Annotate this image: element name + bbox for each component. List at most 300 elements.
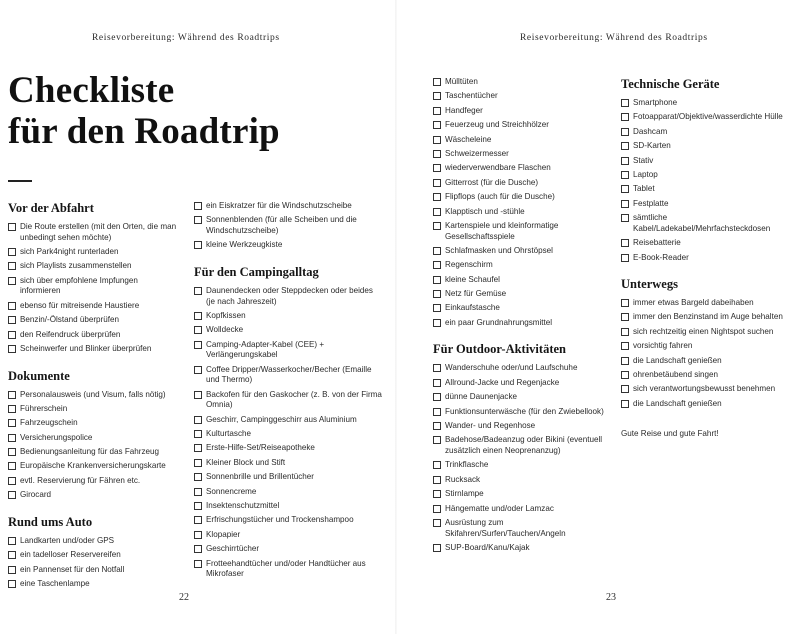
checklist-item bbox=[621, 327, 787, 338]
checklist-item bbox=[194, 340, 384, 361]
checkbox-icon bbox=[433, 461, 441, 469]
section-heading: Technische Geräte bbox=[621, 77, 720, 91]
checklist-item bbox=[433, 303, 613, 314]
checklist-item-text: Trinkflasche bbox=[445, 460, 489, 470]
checklist-item bbox=[8, 330, 180, 341]
checklist-item bbox=[433, 246, 613, 257]
checklist-item-text: Versicherungspolice bbox=[20, 432, 93, 442]
checklist bbox=[194, 286, 384, 580]
checkbox-icon bbox=[621, 400, 629, 408]
checkbox-icon bbox=[433, 164, 441, 172]
checklist-item-text: Backofen für den Gaskocher (z. B. von der Firma Omnia) bbox=[206, 389, 382, 410]
checkbox-icon bbox=[621, 171, 629, 179]
checkbox-icon bbox=[433, 519, 441, 527]
checklist-section-rund-ums-auto bbox=[8, 515, 180, 590]
checklist-item-text: Wander- und Regenhose bbox=[445, 421, 536, 430]
checklist-item bbox=[621, 298, 787, 309]
checklist-item-text: Geschirr, Campinggeschirr aus Aluminium bbox=[206, 414, 357, 424]
checklist-item bbox=[194, 487, 384, 498]
checklist-item bbox=[433, 543, 613, 554]
checklist-item bbox=[8, 550, 180, 561]
checkbox-icon bbox=[621, 200, 629, 208]
checklist-item-text: Insektenschutzmittel bbox=[206, 501, 280, 511]
checklist-item-text: ebenso für mitreisende Haustiere bbox=[20, 300, 140, 310]
checklist-item bbox=[194, 429, 384, 440]
checklist-item-text: Landkarten und/oder GPS bbox=[20, 535, 115, 545]
checklist-item-text: Klapptisch und -stühle bbox=[445, 206, 525, 216]
checkbox-icon bbox=[194, 216, 202, 224]
checklist-item-text: ein Pannenset für den Notfall bbox=[20, 564, 125, 574]
checklist-item-text: sämtliche Kabel/Ladekabel/Mehrfachsteckdosen bbox=[633, 213, 771, 233]
checklist-item-text: Geschirrtücher bbox=[206, 544, 260, 554]
checkbox-icon bbox=[8, 580, 16, 588]
checklist-item bbox=[194, 559, 384, 580]
checklist-item bbox=[621, 170, 787, 181]
title-rule bbox=[8, 180, 32, 182]
checklist-item bbox=[433, 221, 613, 242]
checklist-item bbox=[621, 370, 787, 381]
checkbox-icon bbox=[433, 476, 441, 484]
checklist-item-text: Dashcam bbox=[633, 126, 668, 136]
checklist-section-fuer-outdoor-aktivitaeten bbox=[433, 342, 613, 553]
checklist-item bbox=[8, 447, 180, 458]
checkbox-icon bbox=[621, 99, 629, 107]
checklist-item-text: sich über empfohlene Impfungen informieren bbox=[20, 275, 138, 296]
checkbox-icon bbox=[194, 444, 202, 452]
running-header-right: Reisevorbereitung: Während des Roadtrips bbox=[520, 33, 708, 43]
checklist-item bbox=[621, 156, 787, 167]
checkbox-icon bbox=[194, 473, 202, 481]
checklist-item bbox=[621, 384, 787, 395]
checklist-item-text: die Landschaft genießen bbox=[633, 398, 722, 408]
checklist bbox=[8, 390, 180, 501]
section-heading: Rund ums Auto bbox=[8, 514, 93, 529]
checkbox-icon bbox=[433, 107, 441, 115]
checkbox-icon bbox=[8, 448, 16, 456]
checklist-item-text: sich rechtzeitig einen Nightspot suchen bbox=[633, 326, 774, 336]
checklist-item-text: Stativ bbox=[633, 155, 654, 165]
page-number-right: 23 bbox=[606, 592, 616, 603]
checklist bbox=[433, 363, 613, 553]
checklist-section-continued bbox=[194, 201, 384, 251]
title-line-2: für den Roadtrip bbox=[8, 111, 280, 152]
checklist-item bbox=[621, 238, 787, 249]
checklist-item bbox=[194, 390, 384, 411]
checkbox-icon bbox=[194, 430, 202, 438]
checkbox-icon bbox=[433, 222, 441, 230]
checklist bbox=[621, 298, 787, 409]
checklist-item-text: Smartphone bbox=[633, 98, 678, 107]
checklist-item bbox=[194, 515, 384, 526]
checklist-section-fuer-den-campingalltag bbox=[194, 265, 384, 580]
checkbox-icon bbox=[194, 416, 202, 424]
section-heading: Vor der Abfahrt bbox=[8, 201, 94, 215]
checkbox-icon bbox=[433, 179, 441, 187]
checklist bbox=[8, 536, 180, 590]
checkbox-icon bbox=[621, 113, 629, 121]
checkbox-icon bbox=[621, 371, 629, 379]
right-column-2 bbox=[621, 77, 787, 438]
checklist-item bbox=[433, 489, 613, 500]
checkbox-icon bbox=[8, 302, 16, 310]
checkbox-icon bbox=[8, 331, 16, 339]
checklist-item bbox=[8, 490, 180, 501]
checkbox-icon bbox=[433, 304, 441, 312]
checklist-item-text: sich Playlists zusammenstellen bbox=[20, 261, 132, 271]
checkbox-icon bbox=[433, 92, 441, 100]
checklist-item-text: Wolldecke bbox=[206, 325, 244, 335]
checklist-item bbox=[621, 98, 787, 109]
checklist-item-text: Regenschirm bbox=[445, 260, 493, 270]
checkbox-icon bbox=[621, 157, 629, 165]
checklist-item-text: Girocard bbox=[20, 490, 52, 500]
right-column-1 bbox=[433, 77, 613, 568]
right-page bbox=[397, 0, 793, 634]
checklist-item-text: die Landschaft genießen bbox=[633, 355, 722, 365]
title-line-1: Checkliste bbox=[8, 70, 175, 111]
checkbox-icon bbox=[621, 214, 629, 222]
checklist-item-text: Festplatte bbox=[633, 198, 669, 208]
checklist-item-text: Fotoapparat/Objektive/wasserdichte Hülle bbox=[633, 112, 783, 122]
checkbox-icon bbox=[194, 459, 202, 467]
checklist-item bbox=[194, 530, 384, 541]
checkbox-icon bbox=[194, 312, 202, 320]
checklist-item-text: sich Park4night runterladen bbox=[20, 246, 119, 256]
checklist-item bbox=[194, 325, 384, 336]
checklist-item-text: Camping-Adapter-Kabel (CEE) + Verlängerungskabel bbox=[206, 339, 325, 360]
checkbox-icon bbox=[194, 488, 202, 496]
checklist-item bbox=[433, 149, 613, 160]
checklist-section-technische-geraete bbox=[621, 77, 787, 263]
checklist-item bbox=[433, 504, 613, 515]
checklist-item-text: Laptop bbox=[633, 169, 658, 179]
checklist-item bbox=[433, 163, 613, 174]
checkbox-icon bbox=[8, 491, 16, 499]
checkbox-icon bbox=[433, 261, 441, 269]
checkbox-icon bbox=[621, 185, 629, 193]
checklist-item-text: Die Route erstellen (mit den Orten, die man unbedingt sehen möchte) bbox=[20, 222, 177, 242]
checklist-section-unterwegs bbox=[621, 277, 787, 409]
checklist-item-text: Handfeger bbox=[445, 105, 483, 115]
checklist-item bbox=[621, 199, 787, 210]
checkbox-icon bbox=[8, 262, 16, 270]
checkbox-icon bbox=[433, 544, 441, 552]
checklist-item bbox=[8, 344, 180, 355]
checklist-item-text: Kleiner Block und Stift bbox=[206, 457, 286, 467]
checklist-item-text: Netz für Gemüse bbox=[445, 289, 507, 299]
checkbox-icon bbox=[621, 357, 629, 365]
checklist-item-text: SD-Karten bbox=[633, 141, 671, 151]
checkbox-icon bbox=[433, 393, 441, 401]
checklist-item-text: Mülltüten bbox=[445, 77, 478, 86]
checklist-item-text: sich verantwortungsbewusst benehmen bbox=[633, 384, 776, 394]
checkbox-icon bbox=[433, 193, 441, 201]
checkbox-icon bbox=[8, 277, 16, 285]
checklist-item-text: Hängematte und/oder Lamzac bbox=[445, 503, 554, 513]
checklist-item-text: E-Book-Reader bbox=[633, 252, 689, 262]
checkbox-icon bbox=[621, 342, 629, 350]
checklist-item-text: Benzin/-Ölstand überprüfen bbox=[20, 315, 119, 325]
checklist bbox=[8, 222, 180, 355]
checklist-item-text: Schlafmasken und Ohrstöpsel bbox=[445, 245, 553, 255]
checklist-item bbox=[8, 261, 180, 272]
checkbox-icon bbox=[621, 239, 629, 247]
checklist-item-text: ein tadelloser Reservereifen bbox=[20, 550, 121, 560]
checklist-item bbox=[194, 311, 384, 322]
checklist-item bbox=[621, 184, 787, 195]
checklist-item bbox=[621, 356, 787, 367]
checklist-item bbox=[621, 399, 787, 410]
checklist-item bbox=[8, 222, 180, 243]
checkbox-icon bbox=[621, 313, 629, 321]
checkbox-icon bbox=[433, 422, 441, 430]
checkbox-icon bbox=[8, 391, 16, 399]
checklist-item bbox=[433, 363, 613, 374]
checklist-item-text: ohrenbetäubend singen bbox=[633, 370, 719, 380]
checklist-section-vor-der-abfahrt bbox=[8, 201, 180, 355]
checklist-item-text: Scheinwerfer und Blinker überprüfen bbox=[20, 343, 152, 353]
checklist-item-text: Personalausweis (und Visum, falls nötig) bbox=[20, 389, 166, 399]
checkbox-icon bbox=[8, 477, 16, 485]
left-column-2 bbox=[194, 201, 384, 594]
checklist-item bbox=[433, 435, 613, 456]
checkbox-icon bbox=[194, 326, 202, 334]
checkbox-icon bbox=[8, 551, 16, 559]
checkbox-icon bbox=[194, 341, 202, 349]
page-number-left: 22 bbox=[179, 592, 189, 603]
checkbox-icon bbox=[8, 316, 16, 324]
checkbox-icon bbox=[194, 516, 202, 524]
checklist-item-text: Allround-Jacke und Regenjacke bbox=[445, 377, 560, 387]
checklist-item-text: Flipflops (auch für die Dusche) bbox=[445, 192, 555, 202]
checklist-item bbox=[433, 475, 613, 486]
checkbox-icon bbox=[433, 208, 441, 216]
checklist-item bbox=[433, 318, 613, 329]
checklist-item bbox=[8, 579, 180, 590]
checklist-item bbox=[621, 141, 787, 152]
checklist-item-text: ein paar Grundnahrungsmittel bbox=[445, 317, 553, 327]
checklist-item bbox=[8, 461, 180, 472]
checklist-item bbox=[8, 315, 180, 326]
checklist-item bbox=[194, 501, 384, 512]
checklist-item-text: wiederverwendbare Flaschen bbox=[445, 163, 551, 173]
checklist-item-text: Schweizermesser bbox=[445, 148, 509, 158]
checklist-item-text: Wäscheleine bbox=[445, 134, 492, 144]
checkbox-icon bbox=[8, 434, 16, 442]
checklist-item bbox=[194, 443, 384, 454]
checklist-item bbox=[194, 544, 384, 555]
checklist-item bbox=[621, 213, 787, 234]
checklist-item bbox=[8, 390, 180, 401]
checkbox-icon bbox=[8, 223, 16, 231]
checklist-item-text: Sonnenblenden (für alle Scheiben und die Windschutzscheibe) bbox=[206, 215, 357, 235]
checklist-item-text: Sonnencreme bbox=[206, 486, 257, 496]
checkbox-icon bbox=[194, 531, 202, 539]
checklist-item-text: vorsichtig fahren bbox=[633, 341, 693, 351]
checklist bbox=[621, 98, 787, 263]
checklist-item-text: Europäische Krankenversicherungskarte bbox=[20, 461, 166, 471]
checklist-item-text: Einkaufstasche bbox=[445, 303, 500, 313]
checklist-item bbox=[433, 135, 613, 146]
checklist-item-text: Reisebatterie bbox=[633, 238, 681, 248]
checklist-item bbox=[433, 77, 613, 88]
checklist-item bbox=[8, 565, 180, 576]
checklist-item bbox=[433, 106, 613, 117]
checkbox-icon bbox=[433, 121, 441, 129]
checklist-item bbox=[433, 192, 613, 203]
checklist-item bbox=[433, 260, 613, 271]
checkbox-icon bbox=[433, 247, 441, 255]
checklist-item-text: Stirnlampe bbox=[445, 489, 484, 499]
checklist-item bbox=[194, 415, 384, 426]
checkbox-icon bbox=[433, 379, 441, 387]
checkbox-icon bbox=[433, 490, 441, 498]
checkbox-icon bbox=[433, 505, 441, 513]
checklist-item-text: immer etwas Bargeld dabeihaben bbox=[633, 298, 754, 308]
checklist-item bbox=[8, 404, 180, 415]
checklist-item bbox=[433, 392, 613, 403]
checklist-item bbox=[194, 365, 384, 386]
running-header-left: Reisevorbereitung: Während des Roadtrips bbox=[92, 33, 280, 43]
checklist-item bbox=[194, 286, 384, 307]
checklist-item-text: eine Taschenlampe bbox=[20, 579, 90, 589]
checklist-item-text: Badehose/Badeanzug oder Bikini (eventuell zusätzlich einen Neoprenanzug) bbox=[445, 435, 603, 455]
checklist bbox=[433, 77, 613, 328]
checklist-item-text: den Reifendruck überprüfen bbox=[20, 329, 121, 339]
checkbox-icon bbox=[433, 290, 441, 298]
checkbox-icon bbox=[433, 276, 441, 284]
checkbox-icon bbox=[433, 136, 441, 144]
checkbox-icon bbox=[433, 319, 441, 327]
checklist-item bbox=[621, 112, 787, 123]
checklist-item bbox=[433, 460, 613, 471]
checkbox-icon bbox=[194, 241, 202, 249]
checklist-item-text: kleine Werkzeugkiste bbox=[206, 240, 283, 250]
checklist-item bbox=[621, 253, 787, 264]
left-column-1 bbox=[8, 201, 180, 604]
checklist-item-text: Klopapier bbox=[206, 529, 241, 539]
checklist-item-text: Führerschein bbox=[20, 403, 68, 413]
checkbox-icon bbox=[621, 254, 629, 262]
checklist-section-dokumente bbox=[8, 369, 180, 501]
checklist-item-text: Kopfkissen bbox=[206, 310, 246, 320]
checklist-item bbox=[433, 178, 613, 189]
checkbox-icon bbox=[8, 462, 16, 470]
checklist-item bbox=[8, 418, 180, 429]
checkbox-icon bbox=[8, 537, 16, 545]
checklist-item bbox=[194, 458, 384, 469]
checklist-item bbox=[621, 341, 787, 352]
checkbox-icon bbox=[8, 405, 16, 413]
checklist-item-text: SUP-Board/Kanu/Kajak bbox=[445, 542, 530, 552]
section-heading: Für Outdoor-Aktivitäten bbox=[433, 342, 566, 357]
checklist-item bbox=[433, 378, 613, 389]
checklist-item bbox=[194, 240, 384, 251]
checklist-item bbox=[194, 201, 384, 212]
page-title bbox=[8, 70, 280, 152]
checkbox-icon bbox=[8, 419, 16, 427]
checklist-item bbox=[194, 472, 384, 483]
checklist-item-text: Erste-Hilfe-Set/Reiseapotheke bbox=[206, 443, 315, 453]
checkbox-icon bbox=[194, 366, 202, 374]
checklist-item bbox=[8, 536, 180, 547]
checklist-item-text: Tablet bbox=[633, 184, 655, 194]
checklist-item bbox=[8, 301, 180, 312]
checkbox-icon bbox=[621, 128, 629, 136]
section-heading: Unterwegs bbox=[621, 277, 678, 292]
checklist-section-continued bbox=[433, 77, 613, 328]
checklist-item-text: Ausrüstung zum Skifahren/Surfen/Tauchen/Angeln bbox=[445, 517, 566, 538]
checklist bbox=[194, 201, 384, 251]
checkbox-icon bbox=[8, 248, 16, 256]
checkbox-icon bbox=[8, 566, 16, 574]
checklist-item bbox=[8, 247, 180, 258]
checklist-item-text: Gitterrost (für die Dusche) bbox=[445, 177, 539, 187]
checkbox-icon bbox=[433, 436, 441, 444]
checklist-item-text: Funktionsunterwäsche (für den Zwiebellook) bbox=[445, 406, 604, 416]
checkbox-icon bbox=[194, 287, 202, 295]
checklist-item-text: Kulturtasche bbox=[206, 429, 251, 439]
checkbox-icon bbox=[194, 391, 202, 399]
checklist-item bbox=[8, 476, 180, 487]
checklist-item bbox=[8, 433, 180, 444]
checkbox-icon bbox=[433, 150, 441, 158]
checklist-item-text: evtl. Reservierung für Fähren etc. bbox=[20, 475, 141, 485]
checkbox-icon bbox=[194, 545, 202, 553]
checklist-item-text: Coffee Dripper/Wasserkocher/Becher (Emaille und Thermo) bbox=[206, 364, 372, 385]
checklist-item-text: kleine Schaufel bbox=[445, 274, 500, 284]
checkbox-icon bbox=[621, 142, 629, 150]
checklist-item-text: Bedienungsanleitung für das Fahrzeug bbox=[20, 447, 160, 457]
checklist-item bbox=[433, 207, 613, 218]
checkbox-icon bbox=[621, 299, 629, 307]
checklist-item bbox=[433, 407, 613, 418]
checklist-item-text: Feuerzeug und Streichhölzer bbox=[445, 120, 549, 130]
checklist-item-text: Wanderschuhe oder/und Laufschuhe bbox=[445, 363, 578, 373]
checklist-item-text: Rucksack bbox=[445, 474, 481, 484]
checkbox-icon bbox=[194, 202, 202, 210]
checklist-item bbox=[194, 215, 384, 236]
checklist-item bbox=[433, 518, 613, 539]
checkbox-icon bbox=[194, 502, 202, 510]
checkbox-icon bbox=[621, 385, 629, 393]
checklist-item-text: Erfrischungstücher und Trockenshampoo bbox=[206, 515, 354, 525]
checklist-item bbox=[8, 276, 180, 297]
checklist-item-text: Taschentücher bbox=[445, 91, 498, 101]
checklist-item bbox=[433, 120, 613, 131]
checklist-item-text: dünne Daunenjacke bbox=[445, 392, 518, 402]
checkbox-icon bbox=[194, 560, 202, 568]
checkbox-icon bbox=[8, 345, 16, 353]
checklist-item-text: Kartenspiele und kleinformatige Gesellschaftsspiele bbox=[445, 220, 559, 241]
section-heading: Dokumente bbox=[8, 368, 70, 383]
checkbox-icon bbox=[433, 78, 441, 86]
checkbox-icon bbox=[621, 328, 629, 336]
checkbox-icon bbox=[433, 408, 441, 416]
section-heading: Für den Campingalltag bbox=[194, 264, 319, 279]
checklist-item bbox=[433, 91, 613, 102]
checklist-item bbox=[433, 421, 613, 432]
checklist-item-text: ein Eiskratzer für die Windschutzscheibe bbox=[206, 201, 352, 210]
closing-line: Gute Reise und gute Fahrt! bbox=[621, 429, 719, 439]
checkbox-icon bbox=[433, 364, 441, 372]
left-page bbox=[0, 0, 396, 634]
checklist-item bbox=[433, 289, 613, 300]
checklist-item bbox=[621, 312, 787, 323]
checklist-item-text: Fahrzeugschein bbox=[20, 418, 78, 428]
checklist-item bbox=[621, 127, 787, 138]
checklist-item-text: Sonnenbrille und Brillentücher bbox=[206, 472, 314, 482]
